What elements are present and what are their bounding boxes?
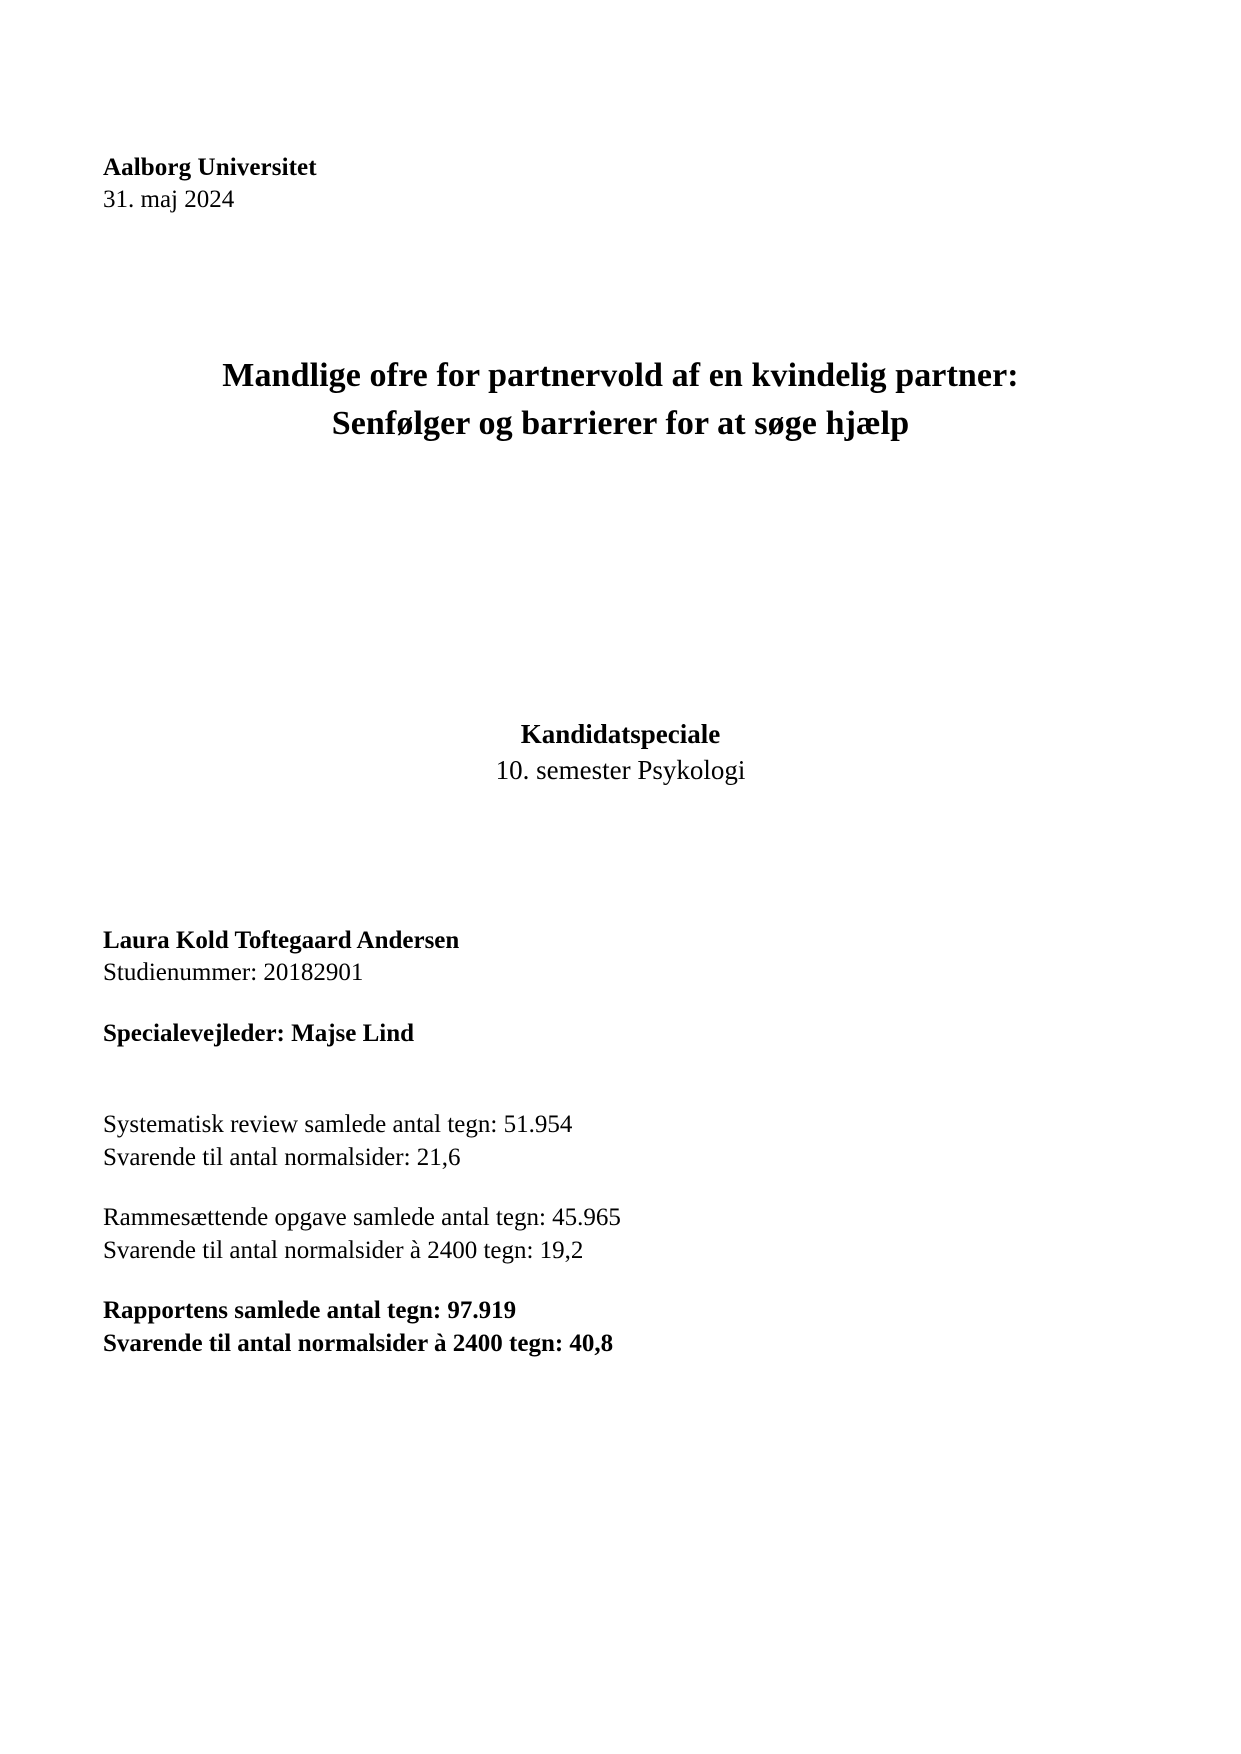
count-group-systematic-review: [103, 1108, 1003, 1174]
title-line-primary: Mandlige ofre for partnervold af en kvindelig partner:: [222, 357, 1019, 394]
count-group-framing-assignment: [103, 1201, 1003, 1267]
author-block: [103, 925, 923, 1049]
title-line-secondary: Senfølger og barrierer for at søge hjælp: [331, 405, 910, 442]
thesis-type-heading: Kandidatspeciale: [520, 719, 721, 749]
thesis-semester-label: 10. semester Psykologi: [495, 755, 746, 785]
count-line-total: Rapportens samlede antal tegn: 97.919: [103, 1297, 517, 1324]
supervisor-name: Specialevejleder: Majse Lind: [103, 1020, 415, 1047]
author-name: Laura Kold Toftegaard Andersen: [103, 927, 460, 954]
thesis-type-block: [103, 716, 1138, 788]
count-line-total: Svarende til antal normalsider à 2400 tegn: 40,8: [103, 1330, 614, 1357]
character-counts-block: [103, 1108, 1003, 1360]
document-date: 31. maj 2024: [103, 186, 235, 213]
count-group-total: [103, 1294, 1003, 1360]
count-line: Systematisk review samlede antal tegn: 51.954: [103, 1111, 573, 1138]
count-line: Svarende til antal normalsider: 21,6: [103, 1144, 461, 1171]
page-title: [103, 352, 1138, 448]
count-line: Rammesættende opgave samlede antal tegn: 45.965: [103, 1204, 621, 1231]
student-number: Studienummer: 20182901: [103, 959, 364, 986]
header-block: [103, 152, 803, 216]
institution-name: Aalborg Universitet: [103, 154, 317, 181]
count-line: Svarende til antal normalsider à 2400 tegn: 19,2: [103, 1237, 584, 1264]
